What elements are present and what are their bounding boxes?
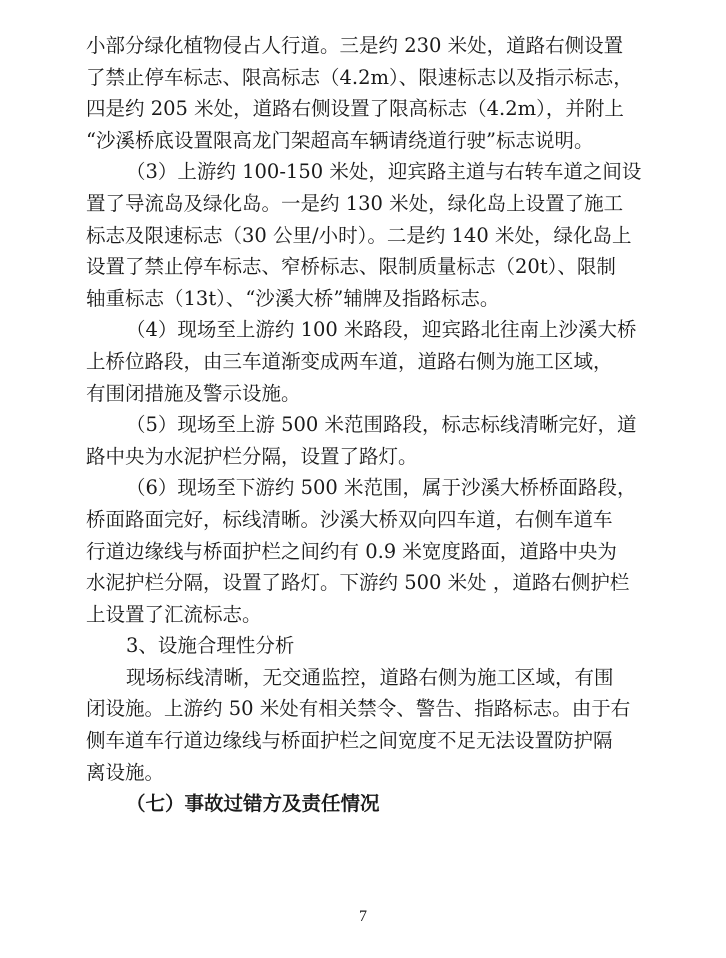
page-number: 7	[359, 908, 367, 925]
text-line: 有围闭措施及警示设施。	[86, 381, 301, 405]
text-line: 闭设施。上游约 50 米处有相关禁令、警告、指路标志。由于右	[86, 697, 631, 721]
text-line: 标志及限速标志（30 公里/小时）。二是约 140 米处，绿化岛上	[86, 223, 632, 247]
section-subheading: 3、设施合理性分析	[126, 634, 295, 658]
body-text	[86, 30, 646, 820]
text-line: 上桥位路段，由三车道渐变成两车道，道路右侧为施工区域，	[86, 349, 613, 373]
text-line: 轴重标志（13t）、“沙溪大桥”辅牌及指路标志。	[86, 286, 500, 310]
text-line: 上设置了汇流标志。	[86, 602, 262, 626]
section-heading: （七）事故过错方及责任情况	[126, 792, 380, 816]
text-line: 了禁止停车标志、限高标志（4.2m）、限速标志以及指示标志，	[86, 65, 633, 89]
text-line: 侧车道车行道边缘线与桥面护栏之间宽度不足无法设置防护隔	[86, 729, 613, 753]
text-line: 现场标线清晰，无交通监控，道路右侧为施工区域，有围	[126, 665, 614, 689]
text-line: （5）现场至上游 500 米范围路段，标志标线清晰完好，道	[126, 413, 637, 437]
text-line: 置了导流岛及绿化岛。一是约 130 米处，绿化岛上设置了施工	[86, 191, 624, 215]
text-line: 小部分绿化植物侵占人行道。三是约 230 米处，道路右侧设置	[86, 34, 624, 57]
text-line: 四是约 205 米处，道路右侧设置了限高标志（4.2m），并附上	[86, 97, 624, 121]
text-line: 设置了禁止停车标志、窄桥标志、限制质量标志（20t）、限制	[86, 255, 616, 279]
text-line: 行道边缘线与桥面护栏之间约有 0.9 米宽度路面，道路中央为	[86, 539, 617, 563]
text-line: （4）现场至上游约 100 米路段，迎宾路北往南上沙溪大桥	[126, 318, 637, 342]
text-line: 桥面路面完好，标线清晰。沙溪大桥双向四车道，右侧车道车	[86, 507, 613, 531]
text-line: “沙溪桥底设置限高龙门架超高车辆请绕道行驶”标志说明。	[86, 128, 594, 152]
text-line: 水泥护栏分隔，设置了路灯。下游约 500 米处 ，道路右侧护栏	[86, 571, 630, 595]
text-line: （3）上游约 100-150 米处，迎宾路主道与右转车道之间设	[126, 160, 642, 184]
text-line: 离设施。	[86, 760, 165, 784]
text-line: 路中央为水泥护栏分隔，设置了路灯。	[86, 444, 418, 468]
text-line: （6）现场至下游约 500 米范围，属于沙溪大桥桥面路段，	[126, 476, 637, 500]
